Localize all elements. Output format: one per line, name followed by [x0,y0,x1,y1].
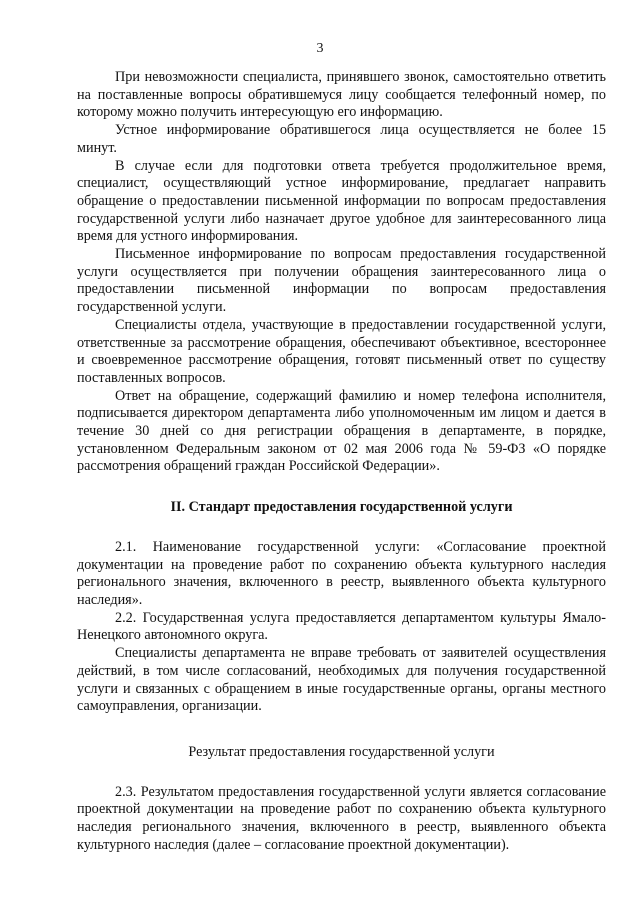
paragraph-oral-duration: Устное информирование обратившегося лица осуществляется не более 15 минут. [77,122,606,156]
paragraph-no-extra-demands: Специалисты департамента не вправе требовать от заявителей осуществления действий, в том числе согласований, необходимых для получения государственной услуги и связанных с обращением в иные государственные органы, органы местного самоуправления, организации. [77,645,606,715]
paragraph-answer-terms: Ответ на обращение, содержащий фамилию и номер телефона исполнителя, подписывается директором департамента либо уполномоченным им лицом и дается в течение 30 дней со дня регистрации обращения в департаменте, в порядке, установленном Федеральным законом от 02 мая 2006 года № 59-ФЗ «О порядке рассмотрения обращений граждан Российской Федерации». [77,387,606,475]
section-heading: II. Стандарт предоставления государственной услуги [170,499,513,516]
document-body [77,69,606,854]
paragraph-service-provider: 2.2. Государственная услуга предоставляется департаментом культуры Ямало-Ненецкого автономного округа. [77,609,606,644]
paragraph-long-answer: В случае если для подготовки ответа требуется продолжительное время, специалист, осуществляющий устное информирование, предлагает направить обращение о предоставлении письменной информации по вопросам предоставления государственной услуги либо назначает другое удобное для заинтересованного лица время для устного информирования. [77,157,606,245]
paragraph-service-result: 2.3. Результатом предоставления государственной услуги является согласование проектной документации на проведение работ по сохранению объекта культурного наследия регионального значения, включенного в реестр, выявленного объекта культурного наследия (далее – согласование проектной документации). [77,783,606,853]
paragraph-written-info: Письменное информирование по вопросам предоставления государственной услуги осуществляется при получении обращения заинтересованного лица о предоставлении письменной информации по вопросам предоставления государственной услуги. [77,246,606,316]
paragraph-phone-referral: При невозможности специалиста, принявшего звонок, самостоятельно ответить на поставленные вопросы обратившемуся лицу сообщается телефонный номер, по которому можно получить интересующую его информацию. [77,69,606,121]
paragraph-department-specialists: Специалисты отдела, участвующие в предоставлении государственной услуги, ответственные за рассмотрение обращения, обеспечивают объективное, всестороннее и своевременное рассмотрение обращения, готовят письменный ответ по существу поставленных вопросов. [77,316,606,386]
page-number: 3 [316,41,324,56]
paragraph-service-name: 2.1. Наименование государственной услуги: «Согласование проектной документации на проведение работ по сохранению объекта культурного наследия регионального значения, включенного в реестр, выявленного объекта культурного наследия». [77,538,606,608]
result-subheading: Результат предоставления государственной услуги [188,743,495,760]
